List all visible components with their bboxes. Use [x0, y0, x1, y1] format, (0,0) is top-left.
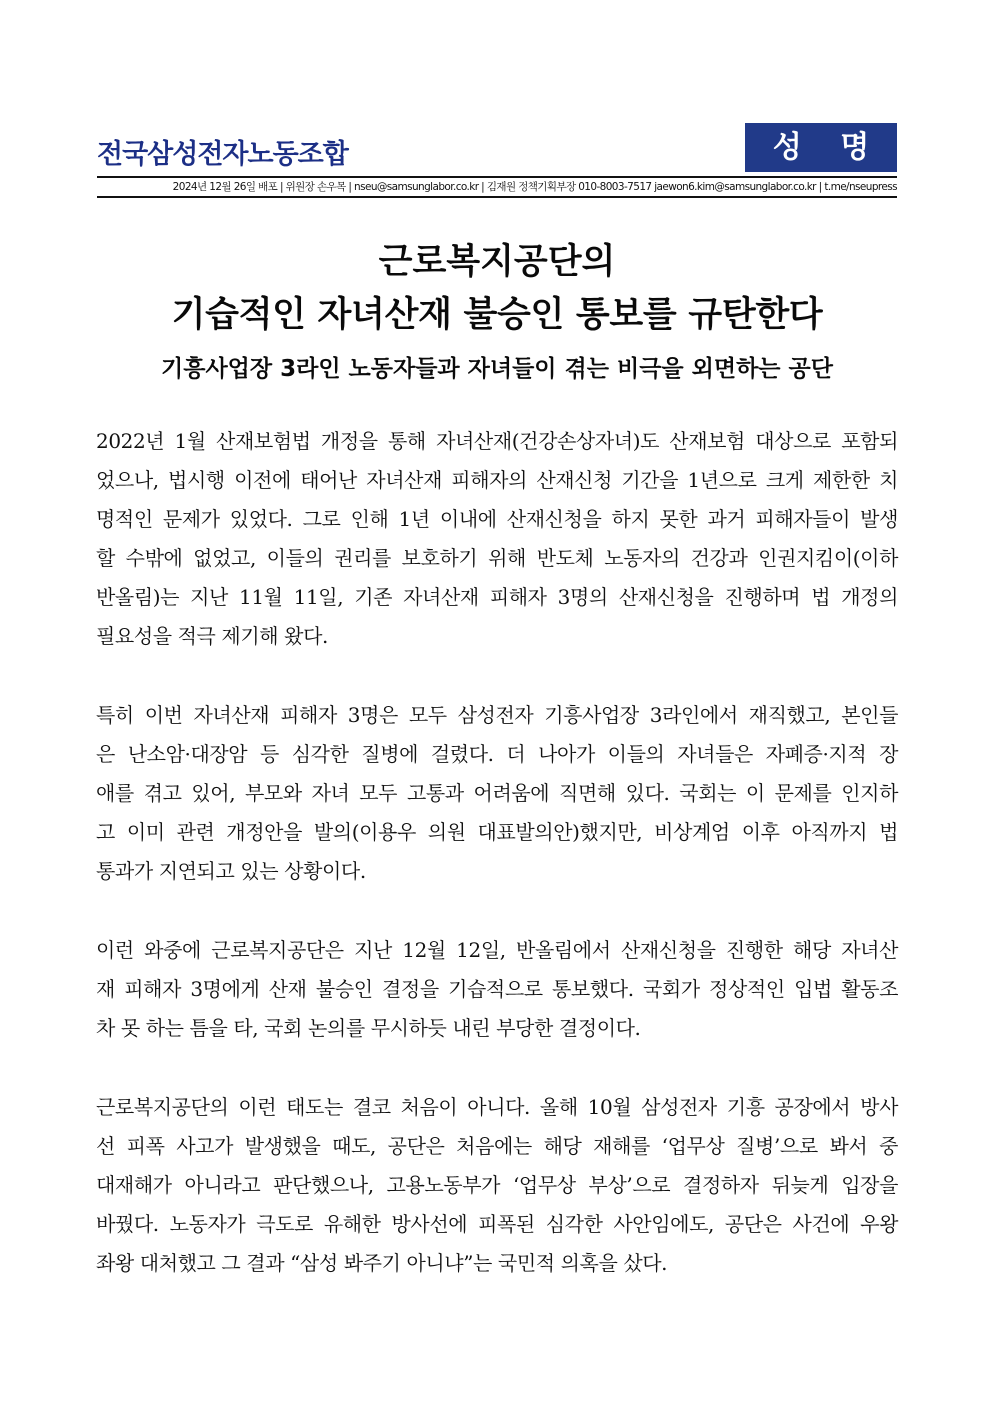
paragraph-2 — [96, 696, 898, 891]
body-line: 선 피폭 사고가 발생했을 때도, 공단은 처음에는 해당 재해를 ‘업무상 질병’으로 봐서 중 — [96, 1134, 898, 1158]
body-line: 근로복지공단의 이런 태도는 결코 처음이 아니다. 올해 10월 삼성전자 기흥 공장에서 방사 — [96, 1095, 898, 1119]
paragraph-4 — [96, 1088, 898, 1283]
body-line: 은 난소암·대장암 등 심각한 질병에 걸렸다. 더 나아가 이들의 자녀들은 자폐증·지적 장 — [96, 742, 898, 766]
contact-info-line: 2024년 12월 26일 배포 | 위원장 손우목 | nseu@samsunglabor.co.kr | 김재원 정책기획부장 010-8003-7517 jaewon6.kim@samsunglabor.co.kr | t.me/nseupress — [97, 176, 897, 198]
body-line: 필요성을 적극 제기해 왔다. — [96, 624, 328, 648]
body-line: 었으나, 법시행 이전에 태어난 자녀산재 피해자의 산재신청 기간을 1년으로 크게 제한한 치 — [96, 468, 898, 492]
paragraph-3 — [96, 931, 898, 1048]
body-line: 명적인 문제가 있었다. 그로 인해 1년 이내에 산재신청을 하지 못한 과거 피해자들이 발생 — [96, 507, 898, 531]
organization-name: 전국삼성전자노동조합 — [97, 139, 348, 170]
body-line: 통과가 지연되고 있는 상황이다. — [96, 859, 366, 883]
headline-line-1: 근로복지공단의 — [378, 242, 616, 282]
body-line: 특히 이번 자녀산재 피해자 3명은 모두 삼성전자 기흥사업장 3라인에서 재직했고, 본인들 — [96, 703, 898, 727]
body-line: 할 수밖에 없었고, 이들의 권리를 보호하기 위해 반도체 노동자의 건강과 인권지킴이(이하 — [96, 546, 898, 570]
body-line: 이런 와중에 근로복지공단은 지난 12월 12일, 반올림에서 산재신청을 진행한 해당 자녀산 — [96, 938, 898, 962]
subheadline: 기흥사업장 3라인 노동자들과 자녀들이 겪는 비극을 외면하는 공단 — [161, 356, 833, 382]
headline-line-2: 기습적인 자녀산재 불승인 통보를 규탄한다 — [171, 295, 823, 335]
body-line: 애를 겪고 있어, 부모와 자녀 모두 고통과 어려움에 직면해 있다. 국회는 이 문제를 인지하 — [96, 781, 898, 805]
document-type-badge: 성 명 — [745, 123, 897, 172]
body-line: 반올림)는 지난 11월 11일, 기존 자녀산재 피해자 3명의 산재신청을 진행하며 법 개정의 — [96, 585, 898, 609]
paragraph-1 — [96, 422, 898, 656]
body-line: 차 못 하는 틈을 타, 국회 논의를 무시하듯 내린 부당한 결정이다. — [96, 1016, 641, 1040]
body-line: 대재해가 아니라고 판단했으나, 고용노동부가 ‘업무상 부상’으로 결정하자 뒤늦게 입장을 — [96, 1173, 898, 1197]
body-line: 2022년 1월 산재보험법 개정을 통해 자녀산재(건강손상자녀)도 산재보험 대상으로 포함되 — [96, 429, 898, 453]
body-line: 재 피해자 3명에게 산재 불승인 결정을 기습적으로 통보했다. 국회가 정상적인 입법 활동조 — [96, 977, 898, 1001]
body-line: 고 이미 관련 개정안을 발의(이용우 의원 대표발의안)했지만, 비상계엄 이후 아직까지 법 — [96, 820, 898, 844]
body-line: 바꿨다. 노동자가 극도로 유해한 방사선에 피폭된 심각한 사안임에도, 공단은 사건에 우왕 — [96, 1212, 898, 1236]
body-line: 좌왕 대처했고 그 결과 “삼성 봐주기 아니냐”는 국민적 의혹을 샀다. — [96, 1251, 668, 1275]
statement-body — [96, 422, 898, 1323]
